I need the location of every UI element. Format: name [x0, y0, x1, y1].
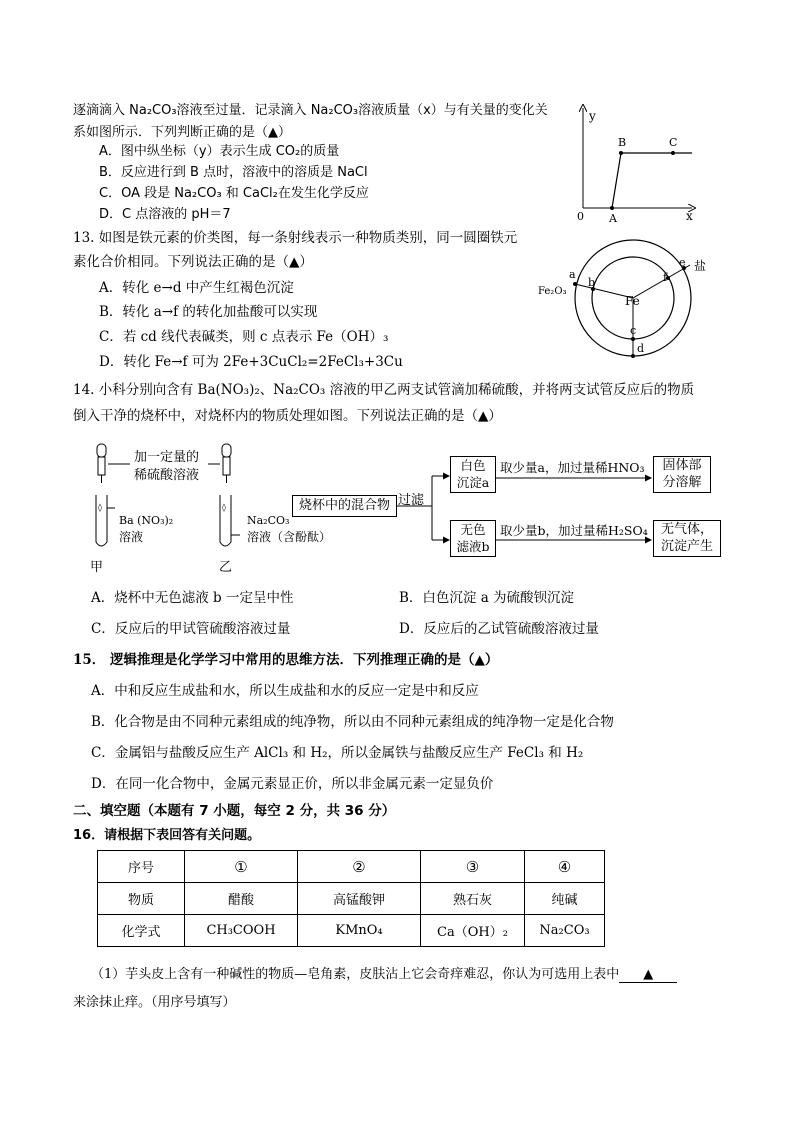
q12-graph	[572, 100, 702, 225]
tube2-line2: 溶液（含酚酞）	[247, 530, 332, 544]
table-cell: 纯碱	[525, 883, 605, 915]
result-b-box	[653, 520, 721, 557]
q12-option-c: C．OA 段是 Na₂CO₃ 和 CaCl₂在发生化学反应	[99, 186, 369, 201]
add-acid-line1: 加一定量的	[134, 450, 200, 465]
white-precipitate-box	[450, 456, 496, 493]
q12-stem-line1: 逐滴滴入 Na₂CO₃溶液至过量．记录滴入 Na₂CO₃溶液质量（x）与有关量的变化关	[73, 103, 548, 118]
graph-line	[612, 153, 692, 208]
point-b	[619, 151, 623, 155]
white-ppt-line2: 沉淀a	[456, 475, 490, 490]
q15-option-c: C．金属铝与盐酸反应生产 AlCl₃ 和 H₂，所以金属铁与盐酸反应生产 FeCl₃ 和 H₂	[91, 745, 584, 761]
table-row	[98, 883, 605, 915]
result-a-line1: 固体部	[662, 458, 702, 473]
ray-e	[633, 265, 690, 298]
x-label: x	[686, 209, 693, 223]
q16-sub1-text: （1）芋头皮上含有一种碱性的物质—皂角素，皮肤沾上它会奇痒难忍，你认为可选用上表中	[91, 967, 620, 982]
q14-option-d: D．反应后的乙试管硫酸溶液过量	[399, 621, 599, 637]
table-cell: 醋酸	[185, 883, 298, 915]
add-acid-line2: 稀硫酸溶液	[134, 468, 200, 483]
dropper-1	[97, 444, 106, 483]
y-label: y	[589, 109, 596, 123]
tube1-line2: 溶液	[119, 530, 144, 544]
tube1-name: 甲	[90, 560, 104, 575]
label-f: f	[663, 271, 668, 284]
q12-option-b: B．反应进行到 B 点时，溶液中的溶质是 NaCl	[99, 165, 368, 180]
table-cell: 化学式	[98, 915, 185, 947]
q13-option-c: C．若 cd 线代表碱类，则 c 点表示 Fe（OH）₃	[99, 329, 389, 345]
table-cell: KMnO₄	[298, 915, 421, 947]
q14-stem-line2: 倒入干净的烧杯中，对烧杯内的物质处理如图。下列说法正确的是（▲）	[73, 408, 502, 424]
salt-label: 盐	[694, 259, 707, 273]
table-row	[98, 915, 605, 947]
origin-label: 0	[577, 210, 584, 223]
label-d: d	[637, 342, 645, 355]
table-cell: Ca（OH）₂	[421, 915, 525, 947]
answer-blank: ▲	[619, 967, 677, 983]
q13-option-d: D．转化 Fe→f 可为 2Fe+3CuCl₂=2FeCl₃+3Cu	[99, 354, 403, 370]
tube2-name: 乙	[219, 560, 233, 575]
table-cell: ②	[298, 851, 421, 883]
table-row	[98, 851, 605, 883]
q15-stem: 15． 逻辑推理是化学学习中常用的思维方法．下列推理正确的是（▲）	[73, 652, 499, 668]
fe2o3-label: Fe₂O₃	[538, 286, 567, 297]
q12-option-a: A．图中纵坐标（y）表示生成 CO₂的质量	[99, 144, 340, 159]
q16-sub1-line2: 来涂抹止痒。（用序号填写）	[73, 995, 236, 1010]
q15-option-a: A．中和反应生成盐和水，所以生成盐和水的反应一定是中和反应	[91, 683, 479, 699]
q12-stem-line2: 系如图所示．下列判断正确的是（▲）	[73, 125, 291, 140]
q15-option-b: B．化合物是由不同种元素组成的纯净物，所以由不同种元素组成的纯净物一定是化合物	[91, 714, 614, 730]
point-c	[671, 151, 675, 155]
q14-option-c: C．反应后的甲试管硫酸溶液过量	[91, 621, 291, 637]
table-cell: ①	[185, 851, 298, 883]
result-b-line1: 无气体，	[660, 522, 713, 537]
table-cell: Na₂CO₃	[525, 915, 605, 947]
white-ppt-line1: 白色	[460, 458, 486, 473]
label-a: a	[569, 268, 576, 281]
table-cell: CH₃COOH	[185, 915, 298, 947]
svg-text:◊: ◊	[222, 503, 226, 512]
a-label: A	[609, 212, 617, 225]
label-c: c	[630, 324, 637, 337]
step-a-label: 取少量a，加过量稀HNO₃	[500, 460, 645, 475]
svg-text:◊: ◊	[98, 503, 102, 512]
tube1-line1: Ba (NO₃)₂	[119, 514, 174, 527]
filtrate-box	[450, 520, 496, 557]
q13-option-b: B．转化 a→f 的转化加盐酸可以实现	[99, 304, 318, 320]
q16-sub1-line1	[91, 963, 677, 983]
label-e: e	[679, 256, 686, 269]
result-a-box	[653, 456, 711, 493]
table-cell: ④	[525, 851, 605, 883]
filtrate-line2: 滤液b	[456, 539, 490, 554]
table-cell: 序号	[98, 851, 185, 883]
q13-stem-line1: 13. 如图是铁元素的价类图，每一条射线表示一种物质类别，同一圆圈铁元	[73, 230, 518, 246]
q16-stem: 16．请根据下表回答有关问题。	[73, 828, 261, 843]
q13-stem-line2: 素化合价相同。下列说法正确的是（▲）	[73, 254, 313, 270]
table-cell: 熟石灰	[421, 883, 525, 915]
result-a-line2: 分溶解	[662, 475, 702, 490]
q16-table	[97, 850, 605, 947]
q13-option-a: A．转化 e→d 中产生红褐色沉淀	[99, 280, 294, 296]
table-cell: 物质	[98, 883, 185, 915]
q14-option-a: A．烧杯中无色滤液 b 一定呈中性	[91, 590, 294, 606]
c-label: C	[669, 136, 678, 149]
point-a	[610, 206, 614, 210]
fe-center-label: Fe	[625, 294, 640, 308]
tube2-line1: Na₂CO₃	[247, 514, 290, 527]
b-label: B	[618, 136, 627, 149]
dropper-2	[222, 444, 231, 483]
q12-option-d: D．C 点溶液的 pH＝7	[99, 207, 231, 222]
q14-option-b: B．白色沉淀 a 为硫酸钡沉淀	[399, 590, 575, 606]
mixture-box: 烧杯中的混合物	[292, 495, 397, 517]
step-b-label: 取少量b，加过量稀H₂SO₄	[500, 523, 648, 538]
q13-iron-diagram	[536, 238, 726, 366]
section2-title: 二、填空题（本题有 7 小题，每空 2 分，共 36 分）	[73, 803, 396, 819]
label-b: b	[588, 276, 596, 289]
table-cell: ③	[421, 851, 525, 883]
filter-label: 过滤	[398, 493, 425, 508]
result-b-line2: 沉淀产生	[660, 539, 713, 554]
table-cell: 高锰酸钾	[298, 883, 421, 915]
q15-option-d: D．在同一化合物中，金属元素显正价，所以非金属元素一定显负价	[91, 776, 494, 792]
filtrate-line1: 无色	[460, 522, 486, 537]
q14-stem-line1: 14. 小科分别向含有 Ba(NO₃)₂、Na₂CO₃ 溶液的甲乙两支试管滴加稀硫酸，并将两支试管反应后的物质	[73, 382, 695, 398]
